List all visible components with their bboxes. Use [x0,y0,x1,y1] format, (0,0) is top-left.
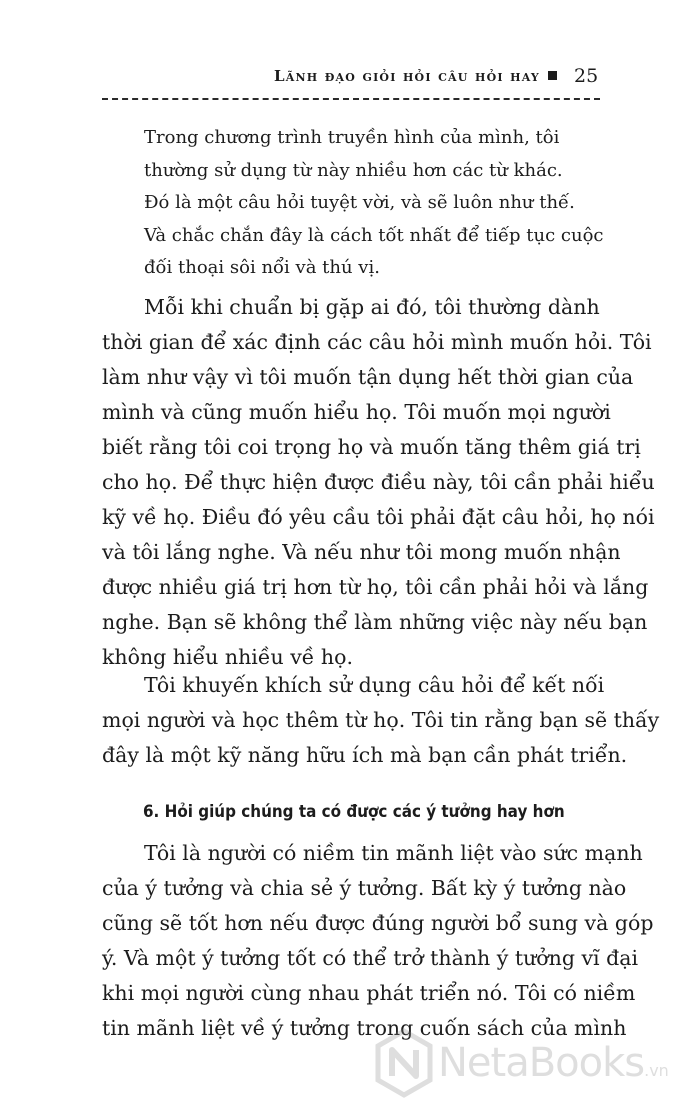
quote-line: Trong chương trình truyền hình của mình, tôi [144,127,560,148]
watermark-suffix: .vn [644,1061,669,1080]
text-line: của ý tưởng và chia sẻ ý tưởng. Bất kỳ ý tưởng nào [102,876,627,900]
text-line: Tôi là người có niềm tin mãnh liệt vào sức mạnh [144,841,643,865]
section-heading: 6. Hỏi giúp chúng ta có được các ý tưởng hay hơn [143,802,565,821]
quote-line: Đó là một câu hỏi tuyệt vời, và sẽ luôn như thế. [144,192,575,213]
text-line: mình và cũng muốn hiểu họ. Tôi muốn mọi người [102,400,611,424]
text-line: Tôi khuyến khích sử dụng câu hỏi để kết nối [144,673,605,697]
text-line: không hiểu nhiều về họ. [102,645,353,669]
text-line: mọi người và học thêm từ họ. Tôi tin rằng bạn sẽ thấy [102,708,660,732]
paragraph-2 [102,668,660,773]
text-line: kỹ về họ. Điều đó yêu cầu tôi phải đặt câu hỏi, họ nói [102,505,655,529]
paragraph-3 [102,836,654,1046]
text-line: và tôi lắng nghe. Và nếu như tôi mong muốn nhận [102,540,621,564]
text-line: Mỗi khi chuẩn bị gặp ai đó, tôi thường dành [144,295,600,319]
text-line: được nhiều giá trị hơn từ họ, tôi cần phải hỏi và lắng [102,575,649,599]
quote-line: Và chắc chắn đây là cách tốt nhất để tiếp tục cuộc [144,224,604,246]
text-line: ý. Và một ý tưởng tốt có thể trở thành ý tưởng vĩ đại [102,946,639,970]
paragraph-1 [102,290,655,675]
text-line: đây là một kỹ năng hữu ích mà bạn cần phát triển. [102,743,628,767]
watermark [374,1028,694,1100]
text-line: khi mọi người cùng nhau phát triển nó. Tôi có niềm [102,981,636,1005]
page-number: 25 [574,65,599,87]
running-header [0,62,700,90]
watermark-brand: NetaBooks.vn [438,1040,669,1086]
header-divider [102,98,600,100]
text-line: nghe. Bạn sẽ không thể làm những việc này nếu bạn [102,610,648,634]
text-line: cũng sẽ tốt hơn nếu được đúng người bổ sung và góp [102,911,654,935]
quote-block [144,122,604,285]
netabooks-logo-icon [374,1028,434,1098]
text-line: biết rằng tôi coi trọng họ và muốn tăng thêm giá trị [102,435,641,459]
text-line: thời gian để xác định các câu hỏi mình muốn hỏi. Tôi [102,330,652,354]
text-line: làm như vậy vì tôi muốn tận dụng hết thời gian của [102,365,634,389]
square-bullet-icon [548,71,557,80]
text-line: tin mãnh liệt về ý tưởng trong cuốn sách của mình [102,1016,627,1040]
chapter-title: Lãnh đạo giỏi hỏi câu hỏi hay [273,67,540,85]
quote-line: đối thoại sôi nổi và thú vị. [144,257,380,278]
quote-line: thường sử dụng từ này nhiều hơn các từ khác. [144,159,563,181]
text-line: cho họ. Để thực hiện được điều này, tôi cần phải hiểu [102,470,655,494]
